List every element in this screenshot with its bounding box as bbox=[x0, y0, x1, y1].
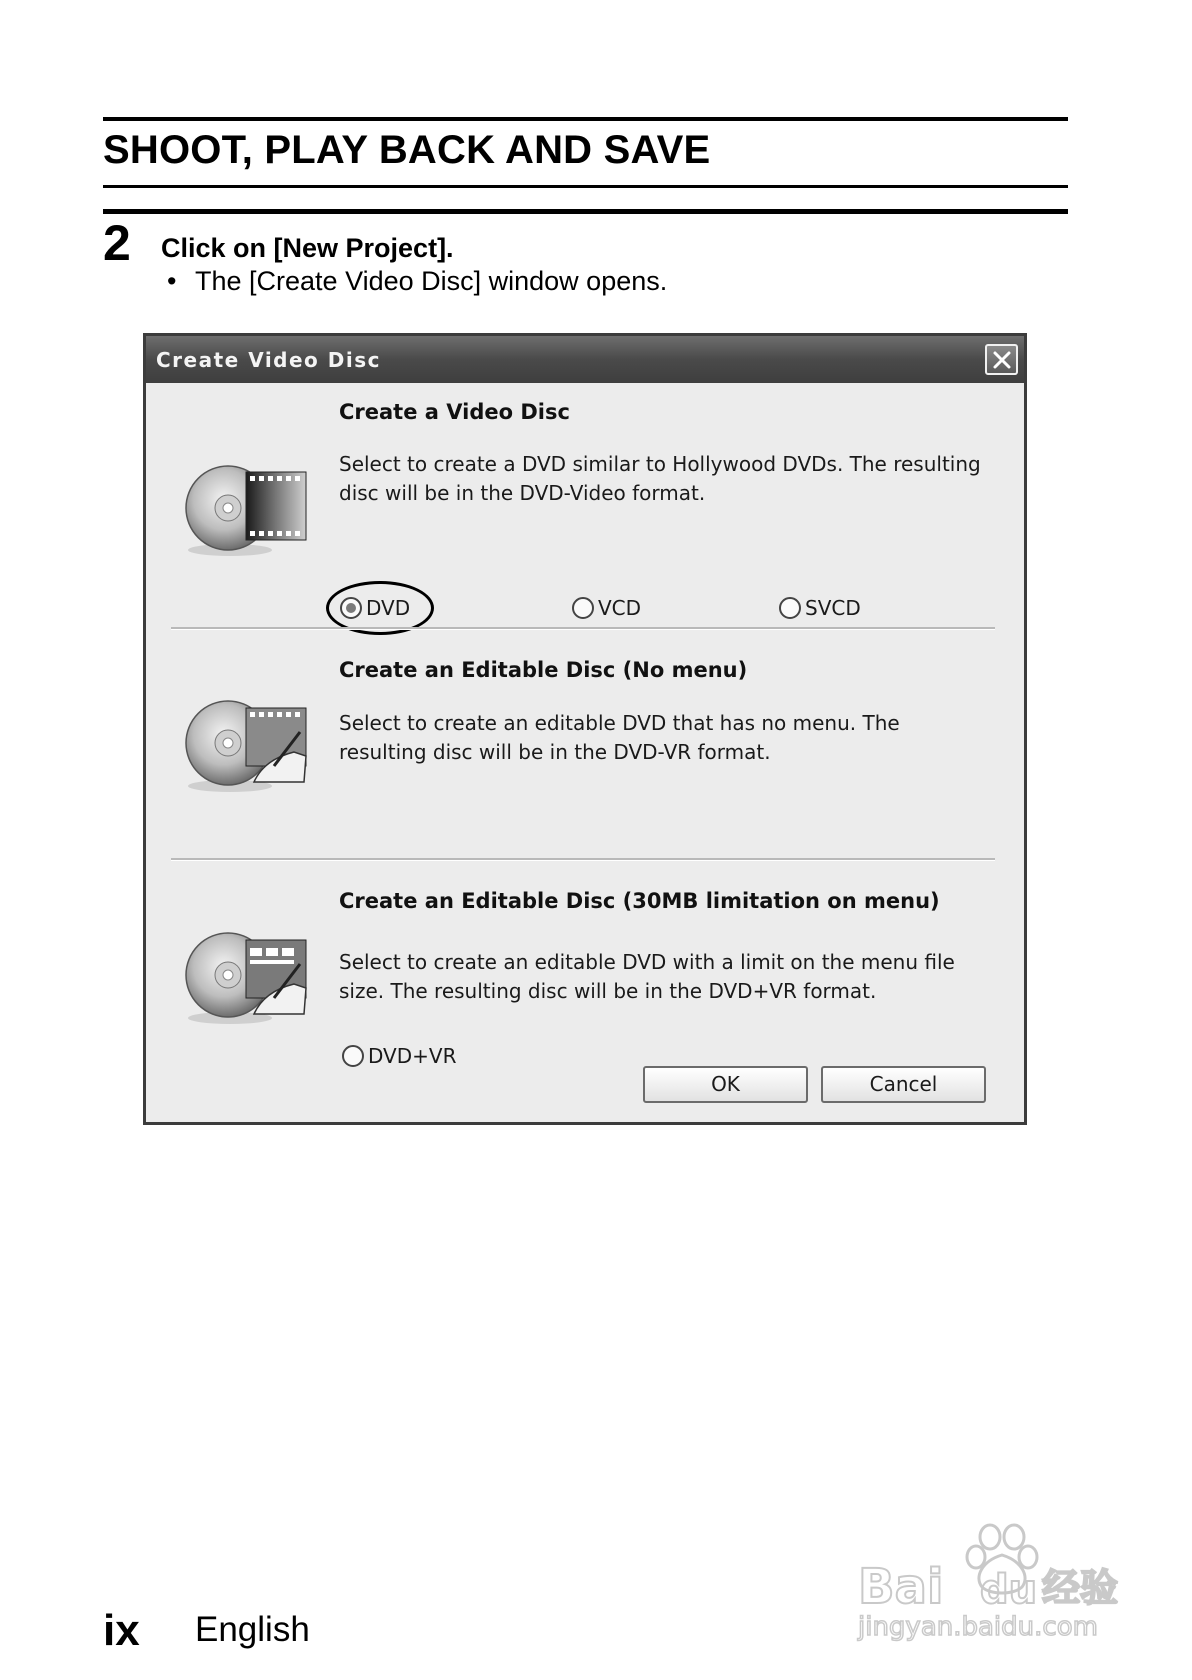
radio-vcd[interactable] bbox=[572, 596, 641, 620]
close-button[interactable] bbox=[985, 344, 1018, 375]
cancel-button[interactable]: Cancel bbox=[821, 1066, 986, 1103]
page-language: English bbox=[195, 1610, 310, 1649]
section-divider bbox=[171, 858, 995, 861]
dvd-menu-edit-icon bbox=[182, 918, 312, 1028]
dvd-film-icon bbox=[182, 458, 312, 558]
radio-unchecked-icon bbox=[572, 597, 594, 619]
radio-unchecked-icon bbox=[342, 1045, 364, 1067]
section-description-video-disc: Select to create a DVD similar to Hollywood DVDs. The resulting disc will be in the DVD-Video format. bbox=[339, 452, 981, 505]
top-rule bbox=[103, 117, 1068, 121]
svg-text:经验: 经验 bbox=[1042, 1566, 1119, 1610]
step-bullet-text: The [Create Video Disc] window opens. bbox=[195, 266, 668, 296]
section-title: SHOOT, PLAY BACK AND SAVE bbox=[103, 128, 711, 172]
title-rule-thick bbox=[103, 209, 1068, 214]
radio-unchecked-icon bbox=[779, 597, 801, 619]
step-instruction: Click on [New Project]. bbox=[161, 233, 454, 263]
close-icon bbox=[990, 348, 1014, 372]
title-rule bbox=[103, 185, 1068, 188]
step-bullet bbox=[167, 266, 667, 297]
svg-text:Bai: Bai bbox=[858, 1559, 944, 1615]
section-heading-editable-no-menu: Create an Editable Disc (No menu) bbox=[339, 658, 748, 682]
section-heading-editable-30mb: Create an Editable Disc (30MB limitation on menu) bbox=[339, 889, 940, 913]
create-video-disc-dialog bbox=[143, 333, 1027, 1125]
section-description-editable-no-menu: Select to create an editable DVD that has no menu. The resulting disc will be in the DVD-VR format. bbox=[339, 711, 900, 764]
radio-checked-icon bbox=[340, 597, 362, 619]
section-divider bbox=[171, 627, 995, 630]
radio-svcd-label: SVCD bbox=[805, 596, 861, 620]
step-number: 2 bbox=[103, 215, 131, 271]
bullet-dot-icon: • bbox=[167, 266, 177, 296]
radio-dvd-label: DVD bbox=[366, 596, 411, 620]
radio-dvd[interactable] bbox=[340, 596, 410, 620]
baidu-jingyan-watermark-logo bbox=[852, 1515, 1142, 1645]
dvd-edit-icon bbox=[182, 686, 312, 796]
radio-vcd-label: VCD bbox=[598, 596, 642, 620]
radio-svcd[interactable] bbox=[779, 596, 861, 620]
section-heading-video-disc: Create a Video Disc bbox=[339, 400, 570, 424]
section-description-editable-30mb: Select to create an editable DVD with a limit on the menu file size. The resulting disc will be in the DVD+VR format. bbox=[339, 950, 955, 1003]
ok-button[interactable]: OK bbox=[643, 1066, 808, 1103]
dialog-titlebar[interactable] bbox=[146, 336, 1024, 383]
svg-text:du: du bbox=[980, 1567, 1038, 1613]
radio-dvd-plus-vr-label: DVD+VR bbox=[368, 1044, 457, 1068]
dialog-title: Create Video Disc bbox=[156, 348, 381, 372]
radio-dvd-plus-vr[interactable] bbox=[342, 1044, 456, 1068]
page-number: ix bbox=[103, 1606, 140, 1655]
svg-text:jingyan.baidu.com: jingyan.baidu.com bbox=[858, 1612, 1098, 1642]
